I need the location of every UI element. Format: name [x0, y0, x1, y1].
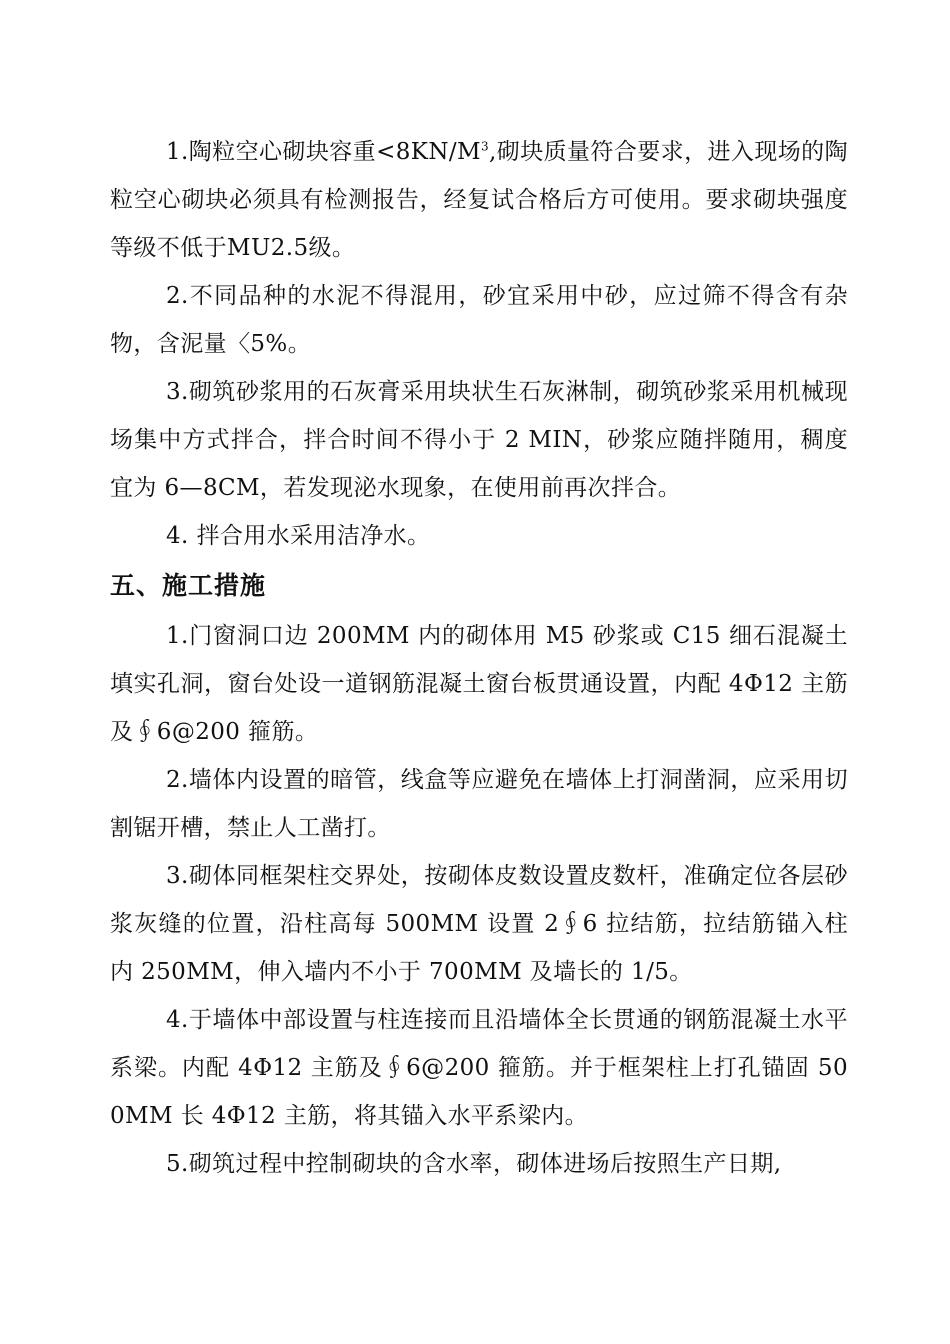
material-item-1-text-a: 1.陶粒空心砌块容重<8KN/M [166, 139, 481, 165]
material-item-1 [110, 128, 848, 272]
material-item-4: 4. 拌合用水采用洁净水。 [166, 523, 431, 549]
material-item-3: 3.砌筑砂浆用的石灰膏采用块状生石灰淋制，砌筑砂浆采用机械现场集中方式拌合，拌合时间不得小于 2 MIN，砂浆应随拌随用，稠度宜为 6—8CM，若发现泌水现象，在使用前再次拌合。 [110, 379, 848, 501]
measure-item-4: 4.于墙体中部设置与柱连接而且沿墙体全长贯通的钢筋混凝土水平系梁。内配 4Φ12 主筋及∮6@200 箍筋。并于框架柱上打孔锚固 500MM 长 4Φ12 主筋，将其锚入水平系梁内。 [110, 1007, 848, 1129]
measure-item-3: 3.砌体同框架柱交界处，按砌体皮数设置皮数杆，准确定位各层砂浆灰缝的位置，沿柱高每 500MM 设置 2∮6 拉结筋，拉结筋锚入柱内 250MM，伸入墙内不小于 700MM 及墙长的 1/5。 [110, 863, 848, 985]
measure-item-2: 2.墙体内设置的暗管，线盒等应避免在墙体上打洞凿洞，应采用切割锯开槽，禁止人工凿打。 [110, 767, 848, 841]
section-5-heading: 五、施工措施 [110, 571, 267, 600]
measure-item-5: 5.砌筑过程中控制砌块的含水率，砌体进场后按照生产日期, [166, 1151, 782, 1177]
measure-item-1: 1.门窗洞口边 200MM 内的砌体用 M5 砂浆或 C15 细石混凝土填实孔洞，窗台处设一道钢筋混凝土窗台板贯通设置，内配 4Φ12 主筋及∮6@200 箍筋。 [110, 623, 848, 745]
material-item-1-text-b: ,砌块质量符合要求，进入现场的陶粒空心砌块必须具有检测报告，经复试合格后方可使用。要求砌块强度等级不低于MU2.5级。 [110, 139, 848, 261]
document-page [110, 128, 848, 1188]
material-item-2: 2.不同品种的水泥不得混用，砂宜采用中砂，应过筛不得含有杂物，含泥量〈5%。 [110, 283, 848, 357]
cubic-superscript: 3 [481, 139, 490, 154]
